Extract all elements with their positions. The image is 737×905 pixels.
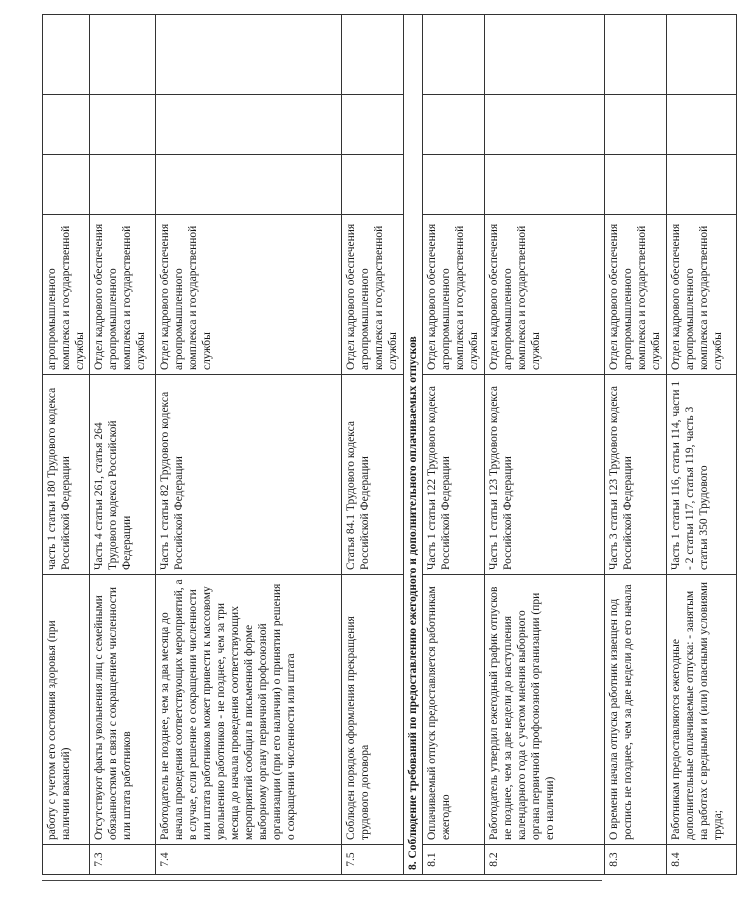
- requirement-cell: Работодатель не позднее, чем за два месяца до начала проведения соответствующих мероприятий, а в случае, если решение о сокращении численности или штата работников может привести к массовому увольнению работников - не позднее, чем за три месяца до начала проведения соответствующих мероприятий сообщил в письменной форме выборному органу первичной профсоюзной организации (при его наличии) о принятии решения о сокращении численности или штата: [156, 575, 342, 845]
- table-row: [423, 15, 485, 875]
- empty-answer-cell: [90, 15, 156, 95]
- legal-basis-cell: Статья 84.1 Трудового кодекса Российской Федерации: [342, 375, 404, 575]
- empty-answer-cell: [667, 15, 737, 95]
- row-number: 8.2: [485, 845, 605, 875]
- empty-answer-cell: [90, 95, 156, 155]
- table-row: [667, 15, 737, 875]
- section-header-row: [404, 15, 423, 875]
- responsible-department-cell: Отдел кадрового обеспечения агропромышленного комплекса и государственной службы: [485, 215, 605, 375]
- empty-answer-cell: [667, 95, 737, 155]
- row-number: 8.3: [605, 845, 667, 875]
- empty-answer-cell: [605, 155, 667, 215]
- requirement-cell: работу с учетом его состояния здоровья (при наличии вакансий): [43, 575, 90, 845]
- row-number: 8.1: [423, 845, 485, 875]
- empty-answer-cell: [342, 15, 404, 95]
- row-number: 8.4: [667, 845, 737, 875]
- empty-answer-cell: [90, 155, 156, 215]
- empty-answer-cell: [605, 15, 667, 95]
- responsible-department-cell: Отдел кадрового обеспечения агропромышленного комплекса и государственной службы: [423, 215, 485, 375]
- empty-answer-cell: [485, 155, 605, 215]
- row-number: 7.5: [342, 845, 404, 875]
- empty-answer-cell: [43, 95, 90, 155]
- table-body: [43, 15, 737, 875]
- rotated-document-page: [42, 15, 725, 875]
- legal-basis-cell: Часть 4 статьи 261, статья 264 Трудового кодекса Российской Федерации: [90, 375, 156, 575]
- legal-basis-cell: Часть 1 статьи 123 Трудового кодекса Российской Федерации: [485, 375, 605, 575]
- responsible-department-cell: Отдел кадрового обеспечения агропромышленного комплекса и государственной службы: [667, 215, 737, 375]
- empty-answer-cell: [342, 155, 404, 215]
- responsible-department-cell: Отдел кадрового обеспечения агропромышленного комплекса и государственной службы: [90, 215, 156, 375]
- legal-basis-cell: Часть 3 статьи 123 Трудового кодекса Российской Федерации: [605, 375, 667, 575]
- empty-answer-cell: [156, 15, 342, 95]
- legal-basis-cell: Часть 1 статьи 122 Трудового кодекса Российской Федерации: [423, 375, 485, 575]
- table-row: [605, 15, 667, 875]
- legal-basis-cell: Часть 1 статьи 116, статьи 114, части 1 - 2 статьи 117, статья 119, часть 3 статьи 350 Трудового: [667, 375, 737, 575]
- table-row: [90, 15, 156, 875]
- section-title: 8. Соблюдение требований по предоставлению ежегодного и дополнительного оплачиваемых отпусков: [404, 15, 423, 875]
- empty-answer-cell: [156, 155, 342, 215]
- responsible-department-cell: Отдел кадрового обеспечения агропромышленного комплекса и государственной службы: [342, 215, 404, 375]
- row-number: 7.4: [156, 845, 342, 875]
- empty-answer-cell: [423, 95, 485, 155]
- legal-basis-cell: Часть 1 статьи 82 Трудового кодекса Российской Федерации: [156, 375, 342, 575]
- empty-answer-cell: [485, 15, 605, 95]
- table-row: [156, 15, 342, 875]
- requirement-cell: О времени начала отпуска работник извещен под роспись не позднее, чем за две недели до его начала: [605, 575, 667, 845]
- table-row: [43, 15, 90, 875]
- row-number: [43, 845, 90, 875]
- table-row: [485, 15, 605, 875]
- page-bottom-rule: [42, 880, 602, 881]
- responsible-department-cell: агропромышленного комплекса и государственной службы: [43, 215, 90, 375]
- empty-answer-cell: [342, 95, 404, 155]
- empty-answer-cell: [423, 15, 485, 95]
- empty-answer-cell: [667, 155, 737, 215]
- inspection-table: [42, 14, 737, 875]
- legal-basis-cell: часть 1 статьи 180 Трудового кодекса Российской Федерации: [43, 375, 90, 575]
- empty-answer-cell: [423, 155, 485, 215]
- requirement-cell: Отсутствуют факты увольнения лиц с семейными обязанностями в связи с сокращением численности или штата работников: [90, 575, 156, 845]
- row-number: 7.3: [90, 845, 156, 875]
- responsible-department-cell: Отдел кадрового обеспечения агропромышленного комплекса и государственной службы: [605, 215, 667, 375]
- requirement-cell: Соблюден порядок оформления прекращения трудового договора: [342, 575, 404, 845]
- empty-answer-cell: [43, 15, 90, 95]
- table-row: [342, 15, 404, 875]
- responsible-department-cell: Отдел кадрового обеспечения агропромышленного комплекса и государственной службы: [156, 215, 342, 375]
- empty-answer-cell: [605, 95, 667, 155]
- requirement-cell: Работодатель утвердил ежегодный график отпусков не позднее, чем за две недели до наступления календарного года с учетом мнения выборного органа первичной профсоюзной организации (при его наличии): [485, 575, 605, 845]
- empty-answer-cell: [43, 155, 90, 215]
- empty-answer-cell: [156, 95, 342, 155]
- empty-answer-cell: [485, 95, 605, 155]
- requirement-cell: Оплачиваемый отпуск предоставляется работникам ежегодно: [423, 575, 485, 845]
- requirement-cell: Работникам предоставляются ежегодные дополнительные оплачиваемые отпуска: - занятым на работах с вредными и (или) опасными условиями труда;: [667, 575, 737, 845]
